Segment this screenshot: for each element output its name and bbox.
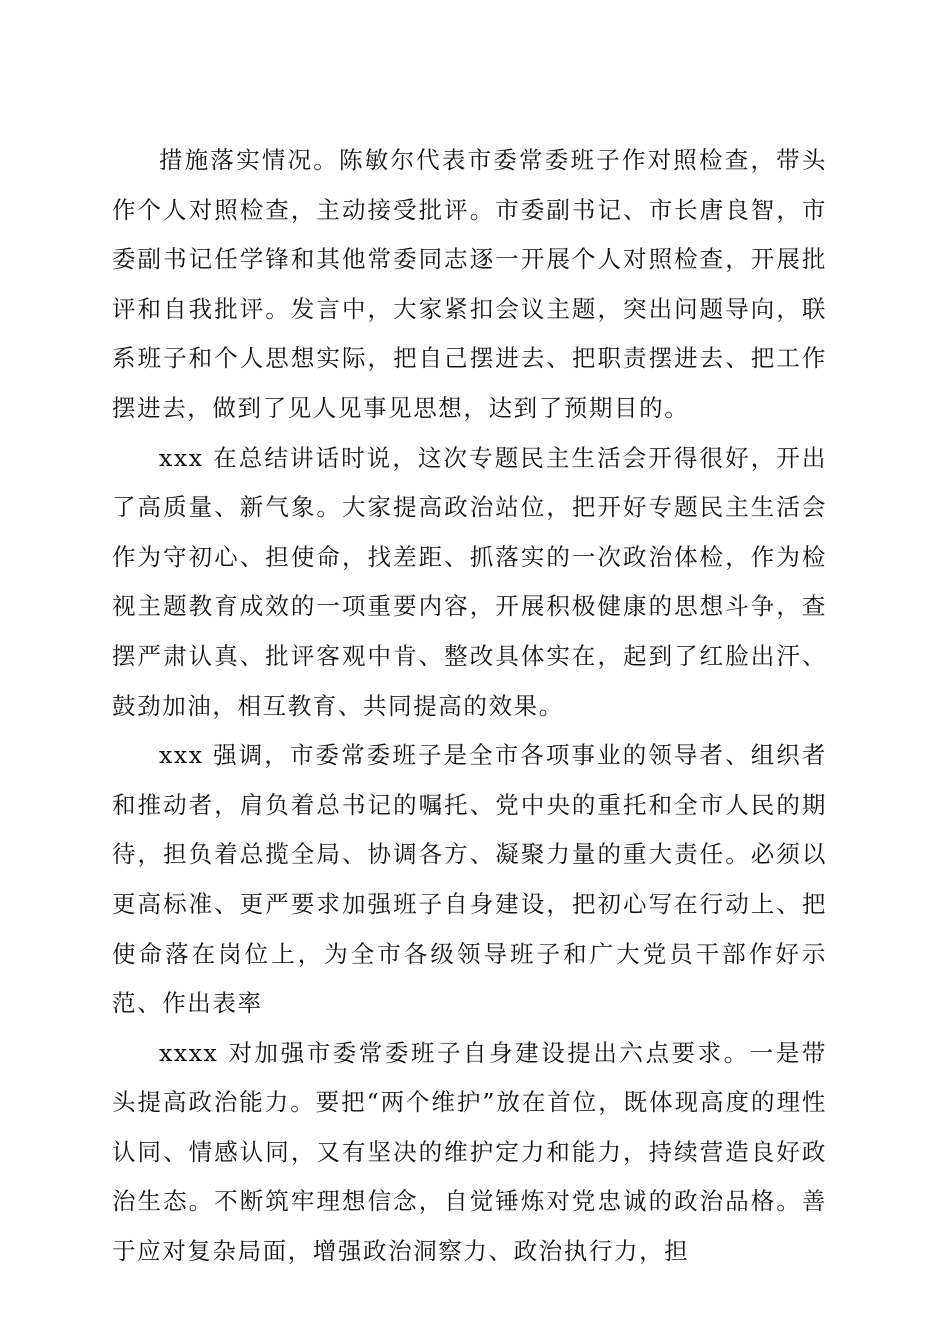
paragraph-4: xxxx 对加强市委常委班子自身建设提出六点要求。一是带头提高政治能力。要把“两个维护”放在首位，既体现高度的理性认同、情感认同，又有坚决的维护定力和能力，持续营造良好政治生态。不断筑牢理想信念，自觉锤炼对党忠诚的政治品格。善于应对复杂局面，增强政治洞察力、政治执行力，担 xyxy=(112,1038,827,1266)
document-page xyxy=(112,136,827,1277)
paragraph-2: xxx 在总结讲话时说，这次专题民主生活会开得很好，开出了高质量、新气象。大家提高政治站位，把开好专题民主生活会作为守初心、担使命，找差距、抓落实的一次政治体检，作为检视主题教育成效的一项重要内容，开展积极健康的思想斗争，查摆严肃认真、批评客观中肯、整改具体实在，起到了红脸出汗、鼓劲加油，相互教育、共同提高的效果。 xyxy=(112,443,827,720)
paragraph-3: xxx 强调，市委常委班子是全市各项事业的领导者、组织者和推动者，肩负着总书记的嘱托、党中央的重托和全市人民的期待，担负着总揽全局、协调各方、凝聚力量的重大责任。必须以更高标准、更严要求加强班子自身建设，把初心写在行动上、把使命落在岗位上，为全市各级领导班子和广大党员干部作好示范、作出表率 xyxy=(112,741,827,1018)
paragraph-1: 措施落实情况。陈敏尔代表市委常委班子作对照检查，带头作个人对照检查，主动接受批评。市委副书记、市长唐良智，市委副书记任学锋和其他常委同志逐一开展个人对照检查，开展批评和自我批评。发言中，大家紧扣会议主题，突出问题导向，联系班子和个人思想实际，把自己摆进去、把职责摆进去、把工作摆进去，做到了见人见事见思想，达到了预期目的。 xyxy=(112,146,827,422)
